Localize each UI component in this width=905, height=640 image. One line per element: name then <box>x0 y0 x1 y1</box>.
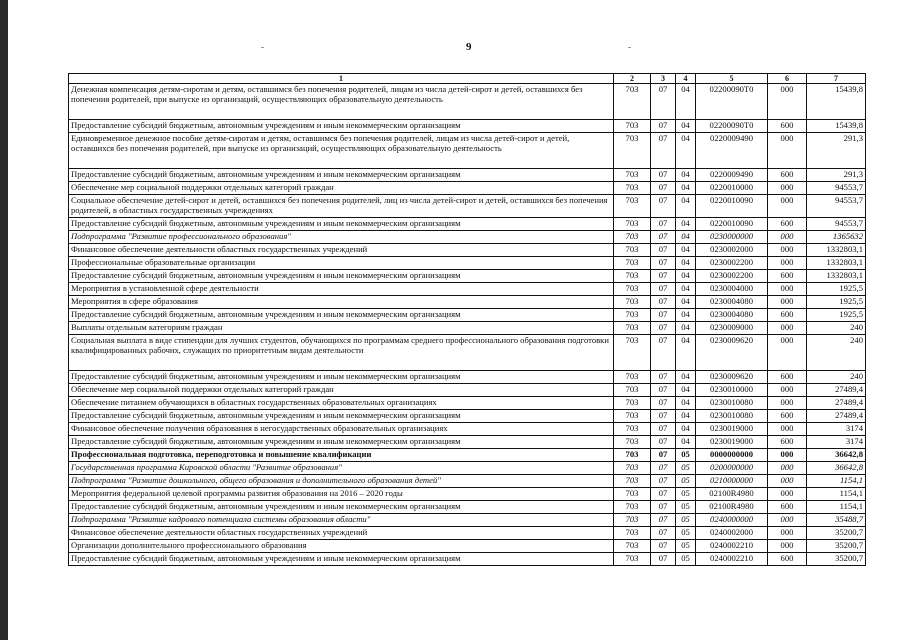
row-name-cell: Государственная программа Кировской области "Развитие образования" <box>69 462 614 475</box>
amount-cell: 1332803,1 <box>807 270 866 283</box>
table-row <box>69 371 866 384</box>
table-row <box>69 449 866 462</box>
subsection-code-cell: 04 <box>676 120 696 133</box>
amount-cell: 27489,4 <box>807 384 866 397</box>
expense-type-cell: 000 <box>768 231 807 244</box>
amount-cell: 1154,1 <box>807 475 866 488</box>
table-row <box>69 322 866 335</box>
ministry-code-cell: 703 <box>614 244 651 257</box>
amount-cell: 1365632 <box>807 231 866 244</box>
amount-cell: 240 <box>807 371 866 384</box>
row-name-cell: Предоставление субсидий бюджетным, автономным учреждениям и иным некоммерческим организациям <box>69 218 614 231</box>
ministry-code-cell: 703 <box>614 169 651 182</box>
section-code-cell: 07 <box>651 283 676 296</box>
amount-cell: 35200,7 <box>807 540 866 553</box>
ministry-code-cell: 703 <box>614 384 651 397</box>
expense-type-cell: 600 <box>768 309 807 322</box>
row-name-cell: Обеспечение питанием обучающихся в областных государственных образовательных организациях <box>69 397 614 410</box>
expense-type-cell: 000 <box>768 244 807 257</box>
ministry-code-cell: 703 <box>614 270 651 283</box>
subsection-code-cell: 04 <box>676 169 696 182</box>
scan-speck <box>628 47 631 48</box>
row-name-cell: Предоставление субсидий бюджетным, автономным учреждениям и иным некоммерческим организациям <box>69 371 614 384</box>
table-row <box>69 501 866 514</box>
subsection-code-cell: 04 <box>676 335 696 371</box>
ministry-code-cell: 703 <box>614 371 651 384</box>
expense-type-cell: 600 <box>768 371 807 384</box>
subsection-code-cell: 04 <box>676 195 696 218</box>
subsection-code-cell: 05 <box>676 514 696 527</box>
ministry-code-cell: 703 <box>614 553 651 566</box>
row-name-cell: Денежная компенсация детям-сиротам и детям, оставшимся без попечения родителей, лицам из числа детей-сирот и детей, оставшихся без попечения родителей, при выпуске из организаций, осуществляющих образовательную деятельность <box>69 84 614 120</box>
row-name-cell: Мероприятия в установленной сфере деятельности <box>69 283 614 296</box>
amount-cell: 1154,1 <box>807 501 866 514</box>
table-row <box>69 540 866 553</box>
amount-cell: 94553,7 <box>807 182 866 195</box>
expense-type-cell: 000 <box>768 84 807 120</box>
amount-cell: 35200,7 <box>807 527 866 540</box>
target-article-cell: 02200090Т0 <box>696 84 768 120</box>
subsection-code-cell: 04 <box>676 371 696 384</box>
table-row <box>69 335 866 371</box>
target-article-cell: 02100R4980 <box>696 501 768 514</box>
header-cell: 4 <box>676 74 696 84</box>
table-row <box>69 270 866 283</box>
table-row <box>69 309 866 322</box>
subsection-code-cell: 05 <box>676 475 696 488</box>
target-article-cell: 0240000000 <box>696 514 768 527</box>
subsection-code-cell: 04 <box>676 436 696 449</box>
amount-cell: 1332803,1 <box>807 244 866 257</box>
target-article-cell: 02100R4980 <box>696 488 768 501</box>
section-code-cell: 07 <box>651 397 676 410</box>
row-name-cell: Единовременное денежное пособие детям-сиротам и детям, оставшимся без попечения родителей, лицам из числа детей-сирот и детей, оставшихся без попечения родителей, при выпуске из организаций, осуществляющих образовательную деятельность <box>69 133 614 169</box>
section-code-cell: 07 <box>651 527 676 540</box>
section-code-cell: 07 <box>651 218 676 231</box>
row-name-cell: Предоставление субсидий бюджетным, автономным учреждениям и иным некоммерческим организациям <box>69 410 614 423</box>
scan-edge-bar <box>0 0 8 640</box>
section-code-cell: 07 <box>651 553 676 566</box>
target-article-cell: 0230004080 <box>696 309 768 322</box>
subsection-code-cell: 05 <box>676 527 696 540</box>
row-name-cell: Предоставление субсидий бюджетным, автономным учреждениям и иным некоммерческим организациям <box>69 120 614 133</box>
target-article-cell: 0230010080 <box>696 410 768 423</box>
ministry-code-cell: 703 <box>614 218 651 231</box>
ministry-code-cell: 703 <box>614 540 651 553</box>
subsection-code-cell: 04 <box>676 296 696 309</box>
table-row <box>69 384 866 397</box>
amount-cell: 3174 <box>807 436 866 449</box>
section-code-cell: 07 <box>651 488 676 501</box>
table-row <box>69 133 866 169</box>
ministry-code-cell: 703 <box>614 514 651 527</box>
amount-cell: 35488,7 <box>807 514 866 527</box>
ministry-code-cell: 703 <box>614 133 651 169</box>
expense-type-cell: 600 <box>768 120 807 133</box>
row-name-cell: Подпрограмма "Развитие кадрового потенциала системы образования области" <box>69 514 614 527</box>
target-article-cell: 0230010000 <box>696 384 768 397</box>
expense-type-cell: 000 <box>768 540 807 553</box>
target-article-cell: 0210000000 <box>696 475 768 488</box>
row-name-cell: Обеспечение мер социальной поддержки отдельных категорий граждан <box>69 182 614 195</box>
subsection-code-cell: 04 <box>676 309 696 322</box>
amount-cell: 15439,8 <box>807 120 866 133</box>
table-row <box>69 84 866 120</box>
section-code-cell: 07 <box>651 296 676 309</box>
expense-type-cell: 000 <box>768 322 807 335</box>
section-code-cell: 07 <box>651 182 676 195</box>
table-row <box>69 514 866 527</box>
row-name-cell: Предоставление субсидий бюджетным, автономным учреждениям и иным некоммерческим организациям <box>69 309 614 322</box>
section-code-cell: 07 <box>651 371 676 384</box>
row-name-cell: Финансовое обеспечение получения образования в негосударственных образовательных организациях <box>69 423 614 436</box>
target-article-cell: 02200090Т0 <box>696 120 768 133</box>
section-code-cell: 07 <box>651 231 676 244</box>
subsection-code-cell: 04 <box>676 84 696 120</box>
row-name-cell: Выплаты отдельным категориям граждан <box>69 322 614 335</box>
table-row <box>69 488 866 501</box>
ministry-code-cell: 703 <box>614 488 651 501</box>
amount-cell: 291,3 <box>807 169 866 182</box>
header-row <box>69 74 866 84</box>
subsection-code-cell: 05 <box>676 449 696 462</box>
expense-type-cell: 600 <box>768 169 807 182</box>
section-code-cell: 07 <box>651 501 676 514</box>
table-row <box>69 244 866 257</box>
header-cell: 5 <box>696 74 768 84</box>
expense-type-cell: 000 <box>768 133 807 169</box>
ministry-code-cell: 703 <box>614 231 651 244</box>
section-code-cell: 07 <box>651 322 676 335</box>
ministry-code-cell: 703 <box>614 257 651 270</box>
subsection-code-cell: 04 <box>676 231 696 244</box>
section-code-cell: 07 <box>651 244 676 257</box>
target-article-cell: 0230019000 <box>696 436 768 449</box>
amount-cell: 27489,4 <box>807 397 866 410</box>
section-code-cell: 07 <box>651 436 676 449</box>
ministry-code-cell: 703 <box>614 475 651 488</box>
section-code-cell: 07 <box>651 335 676 371</box>
subsection-code-cell: 04 <box>676 410 696 423</box>
row-name-cell: Социальная выплата в виде стипендии для лучших студентов, обучающихся по программам среднего профессионального образования подготовки квалифицированных рабочих, служащих по приоритетным видам деятельности <box>69 335 614 371</box>
table-row <box>69 257 866 270</box>
row-name-cell: Мероприятия в сфере образования <box>69 296 614 309</box>
row-name-cell: Предоставление субсидий бюджетным, автономным учреждениям и иным некоммерческим организациям <box>69 436 614 449</box>
subsection-code-cell: 04 <box>676 218 696 231</box>
section-code-cell: 07 <box>651 514 676 527</box>
row-name-cell: Организации дополнительного профессионального образования <box>69 540 614 553</box>
expense-type-cell: 600 <box>768 410 807 423</box>
ministry-code-cell: 703 <box>614 436 651 449</box>
ministry-code-cell: 703 <box>614 410 651 423</box>
section-code-cell: 07 <box>651 120 676 133</box>
scan-speck <box>261 47 264 48</box>
budget-table <box>68 73 866 566</box>
expense-type-cell: 600 <box>768 553 807 566</box>
subsection-code-cell: 04 <box>676 133 696 169</box>
section-code-cell: 07 <box>651 384 676 397</box>
section-code-cell: 07 <box>651 449 676 462</box>
expense-type-cell: 600 <box>768 218 807 231</box>
expense-type-cell: 000 <box>768 397 807 410</box>
expense-type-cell: 000 <box>768 335 807 371</box>
amount-cell: 36642,8 <box>807 462 866 475</box>
target-article-cell: 0230010080 <box>696 397 768 410</box>
target-article-cell: 0230004080 <box>696 296 768 309</box>
expense-type-cell: 000 <box>768 423 807 436</box>
section-code-cell: 07 <box>651 84 676 120</box>
table-row <box>69 120 866 133</box>
table-row <box>69 475 866 488</box>
expense-type-cell: 000 <box>768 296 807 309</box>
table-row <box>69 231 866 244</box>
ministry-code-cell: 703 <box>614 397 651 410</box>
expense-type-cell: 000 <box>768 195 807 218</box>
target-article-cell: 0220009490 <box>696 169 768 182</box>
amount-cell: 15439,8 <box>807 84 866 120</box>
section-code-cell: 07 <box>651 169 676 182</box>
amount-cell: 240 <box>807 322 866 335</box>
ministry-code-cell: 703 <box>614 120 651 133</box>
ministry-code-cell: 703 <box>614 501 651 514</box>
subsection-code-cell: 04 <box>676 270 696 283</box>
expense-type-cell: 000 <box>768 475 807 488</box>
target-article-cell: 0220010090 <box>696 218 768 231</box>
header-cell: 6 <box>768 74 807 84</box>
expense-type-cell: 600 <box>768 501 807 514</box>
target-article-cell: 0220010090 <box>696 195 768 218</box>
ministry-code-cell: 703 <box>614 462 651 475</box>
target-article-cell: 0240002210 <box>696 553 768 566</box>
amount-cell: 3174 <box>807 423 866 436</box>
ministry-code-cell: 703 <box>614 335 651 371</box>
table-row <box>69 397 866 410</box>
target-article-cell: 0230019000 <box>696 423 768 436</box>
table-row <box>69 423 866 436</box>
amount-cell: 1925,5 <box>807 283 866 296</box>
target-article-cell: 0230002000 <box>696 244 768 257</box>
row-name-cell: Предоставление субсидий бюджетным, автономным учреждениям и иным некоммерческим организациям <box>69 501 614 514</box>
ministry-code-cell: 703 <box>614 84 651 120</box>
amount-cell: 1332803,1 <box>807 257 866 270</box>
section-code-cell: 07 <box>651 133 676 169</box>
expense-type-cell: 000 <box>768 384 807 397</box>
table-row <box>69 462 866 475</box>
subsection-code-cell: 05 <box>676 462 696 475</box>
target-article-cell: 0230002200 <box>696 270 768 283</box>
header-cell: 2 <box>614 74 651 84</box>
table-row <box>69 182 866 195</box>
expense-type-cell: 000 <box>768 283 807 296</box>
ministry-code-cell: 703 <box>614 195 651 218</box>
target-article-cell: 0220010000 <box>696 182 768 195</box>
section-code-cell: 07 <box>651 462 676 475</box>
target-article-cell: 0220009490 <box>696 133 768 169</box>
amount-cell: 1154,1 <box>807 488 866 501</box>
ministry-code-cell: 703 <box>614 322 651 335</box>
table-row <box>69 436 866 449</box>
expense-type-cell: 000 <box>768 182 807 195</box>
target-article-cell: 0200000000 <box>696 462 768 475</box>
subsection-code-cell: 04 <box>676 384 696 397</box>
expense-type-cell: 000 <box>768 488 807 501</box>
subsection-code-cell: 04 <box>676 283 696 296</box>
section-code-cell: 07 <box>651 540 676 553</box>
section-code-cell: 07 <box>651 195 676 218</box>
ministry-code-cell: 703 <box>614 527 651 540</box>
ministry-code-cell: 703 <box>614 423 651 436</box>
target-article-cell: 0230002200 <box>696 257 768 270</box>
target-article-cell: 0230000000 <box>696 231 768 244</box>
row-name-cell: Финансовое обеспечение деятельности областных государственных учреждений <box>69 527 614 540</box>
subsection-code-cell: 04 <box>676 257 696 270</box>
amount-cell: 1925,5 <box>807 296 866 309</box>
header-cell: 7 <box>807 74 866 84</box>
amount-cell: 94553,7 <box>807 218 866 231</box>
subsection-code-cell: 04 <box>676 182 696 195</box>
subsection-code-cell: 05 <box>676 501 696 514</box>
subsection-code-cell: 04 <box>676 397 696 410</box>
row-name-cell: Подпрограмма "Развитие дошкольного, общего образования и дополнительного образования детей" <box>69 475 614 488</box>
table-row <box>69 283 866 296</box>
target-article-cell: 0230009620 <box>696 371 768 384</box>
expense-type-cell: 000 <box>768 257 807 270</box>
section-code-cell: 07 <box>651 270 676 283</box>
expense-type-cell: 600 <box>768 270 807 283</box>
table-row <box>69 527 866 540</box>
section-code-cell: 07 <box>651 423 676 436</box>
row-name-cell: Профессиональные образовательные организации <box>69 257 614 270</box>
amount-cell: 27489,4 <box>807 410 866 423</box>
target-article-cell: 0000000000 <box>696 449 768 462</box>
section-code-cell: 07 <box>651 257 676 270</box>
subsection-code-cell: 05 <box>676 488 696 501</box>
subsection-code-cell: 05 <box>676 553 696 566</box>
expense-type-cell: 600 <box>768 436 807 449</box>
target-article-cell: 0230004000 <box>696 283 768 296</box>
section-code-cell: 07 <box>651 475 676 488</box>
target-article-cell: 0230009620 <box>696 335 768 371</box>
amount-cell: 35200,7 <box>807 553 866 566</box>
amount-cell: 36642,8 <box>807 449 866 462</box>
table-row <box>69 410 866 423</box>
ministry-code-cell: 703 <box>614 182 651 195</box>
row-name-cell: Предоставление субсидий бюджетным, автономным учреждениям и иным некоммерческим организациям <box>69 270 614 283</box>
ministry-code-cell: 703 <box>614 309 651 322</box>
subsection-code-cell: 04 <box>676 244 696 257</box>
row-name-cell: Социальное обеспечение детей-сирот и детей, оставшихся без попечения родителей, лиц из числа детей-сирот и детей, оставшихся без попечения родителей, в областных государственных учреждениях <box>69 195 614 218</box>
table-row <box>69 195 866 218</box>
table-row <box>69 296 866 309</box>
ministry-code-cell: 703 <box>614 296 651 309</box>
subsection-code-cell: 04 <box>676 423 696 436</box>
table-row <box>69 169 866 182</box>
amount-cell: 94553,7 <box>807 195 866 218</box>
subsection-code-cell: 04 <box>676 322 696 335</box>
row-name-cell: Финансовое обеспечение деятельности областных государственных учреждений <box>69 244 614 257</box>
header-cell: 1 <box>69 74 614 84</box>
target-article-cell: 0240002000 <box>696 527 768 540</box>
row-name-cell: Мероприятия федеральной целевой программы развития образования на 2016 – 2020 годы <box>69 488 614 501</box>
row-name-cell: Подпрограмма "Развитие профессионального образования" <box>69 231 614 244</box>
amount-cell: 240 <box>807 335 866 371</box>
expense-type-cell: 000 <box>768 449 807 462</box>
section-code-cell: 07 <box>651 309 676 322</box>
header-cell: 3 <box>651 74 676 84</box>
row-name-cell: Обеспечение мер социальной поддержки отдельных категорий граждан <box>69 384 614 397</box>
ministry-code-cell: 703 <box>614 283 651 296</box>
page-number: 9 <box>466 41 472 53</box>
row-name-cell: Предоставление субсидий бюджетным, автономным учреждениям и иным некоммерческим организациям <box>69 169 614 182</box>
row-name-cell: Профессиональная подготовка, переподготовка и повышение квалификации <box>69 449 614 462</box>
ministry-code-cell: 703 <box>614 449 651 462</box>
target-article-cell: 0230009000 <box>696 322 768 335</box>
expense-type-cell: 000 <box>768 514 807 527</box>
table-row <box>69 553 866 566</box>
section-code-cell: 07 <box>651 410 676 423</box>
target-article-cell: 0240002210 <box>696 540 768 553</box>
row-name-cell: Предоставление субсидий бюджетным, автономным учреждениям и иным некоммерческим организациям <box>69 553 614 566</box>
subsection-code-cell: 05 <box>676 540 696 553</box>
expense-type-cell: 000 <box>768 527 807 540</box>
amount-cell: 291,3 <box>807 133 866 169</box>
table-row <box>69 218 866 231</box>
amount-cell: 1925,5 <box>807 309 866 322</box>
expense-type-cell: 000 <box>768 462 807 475</box>
